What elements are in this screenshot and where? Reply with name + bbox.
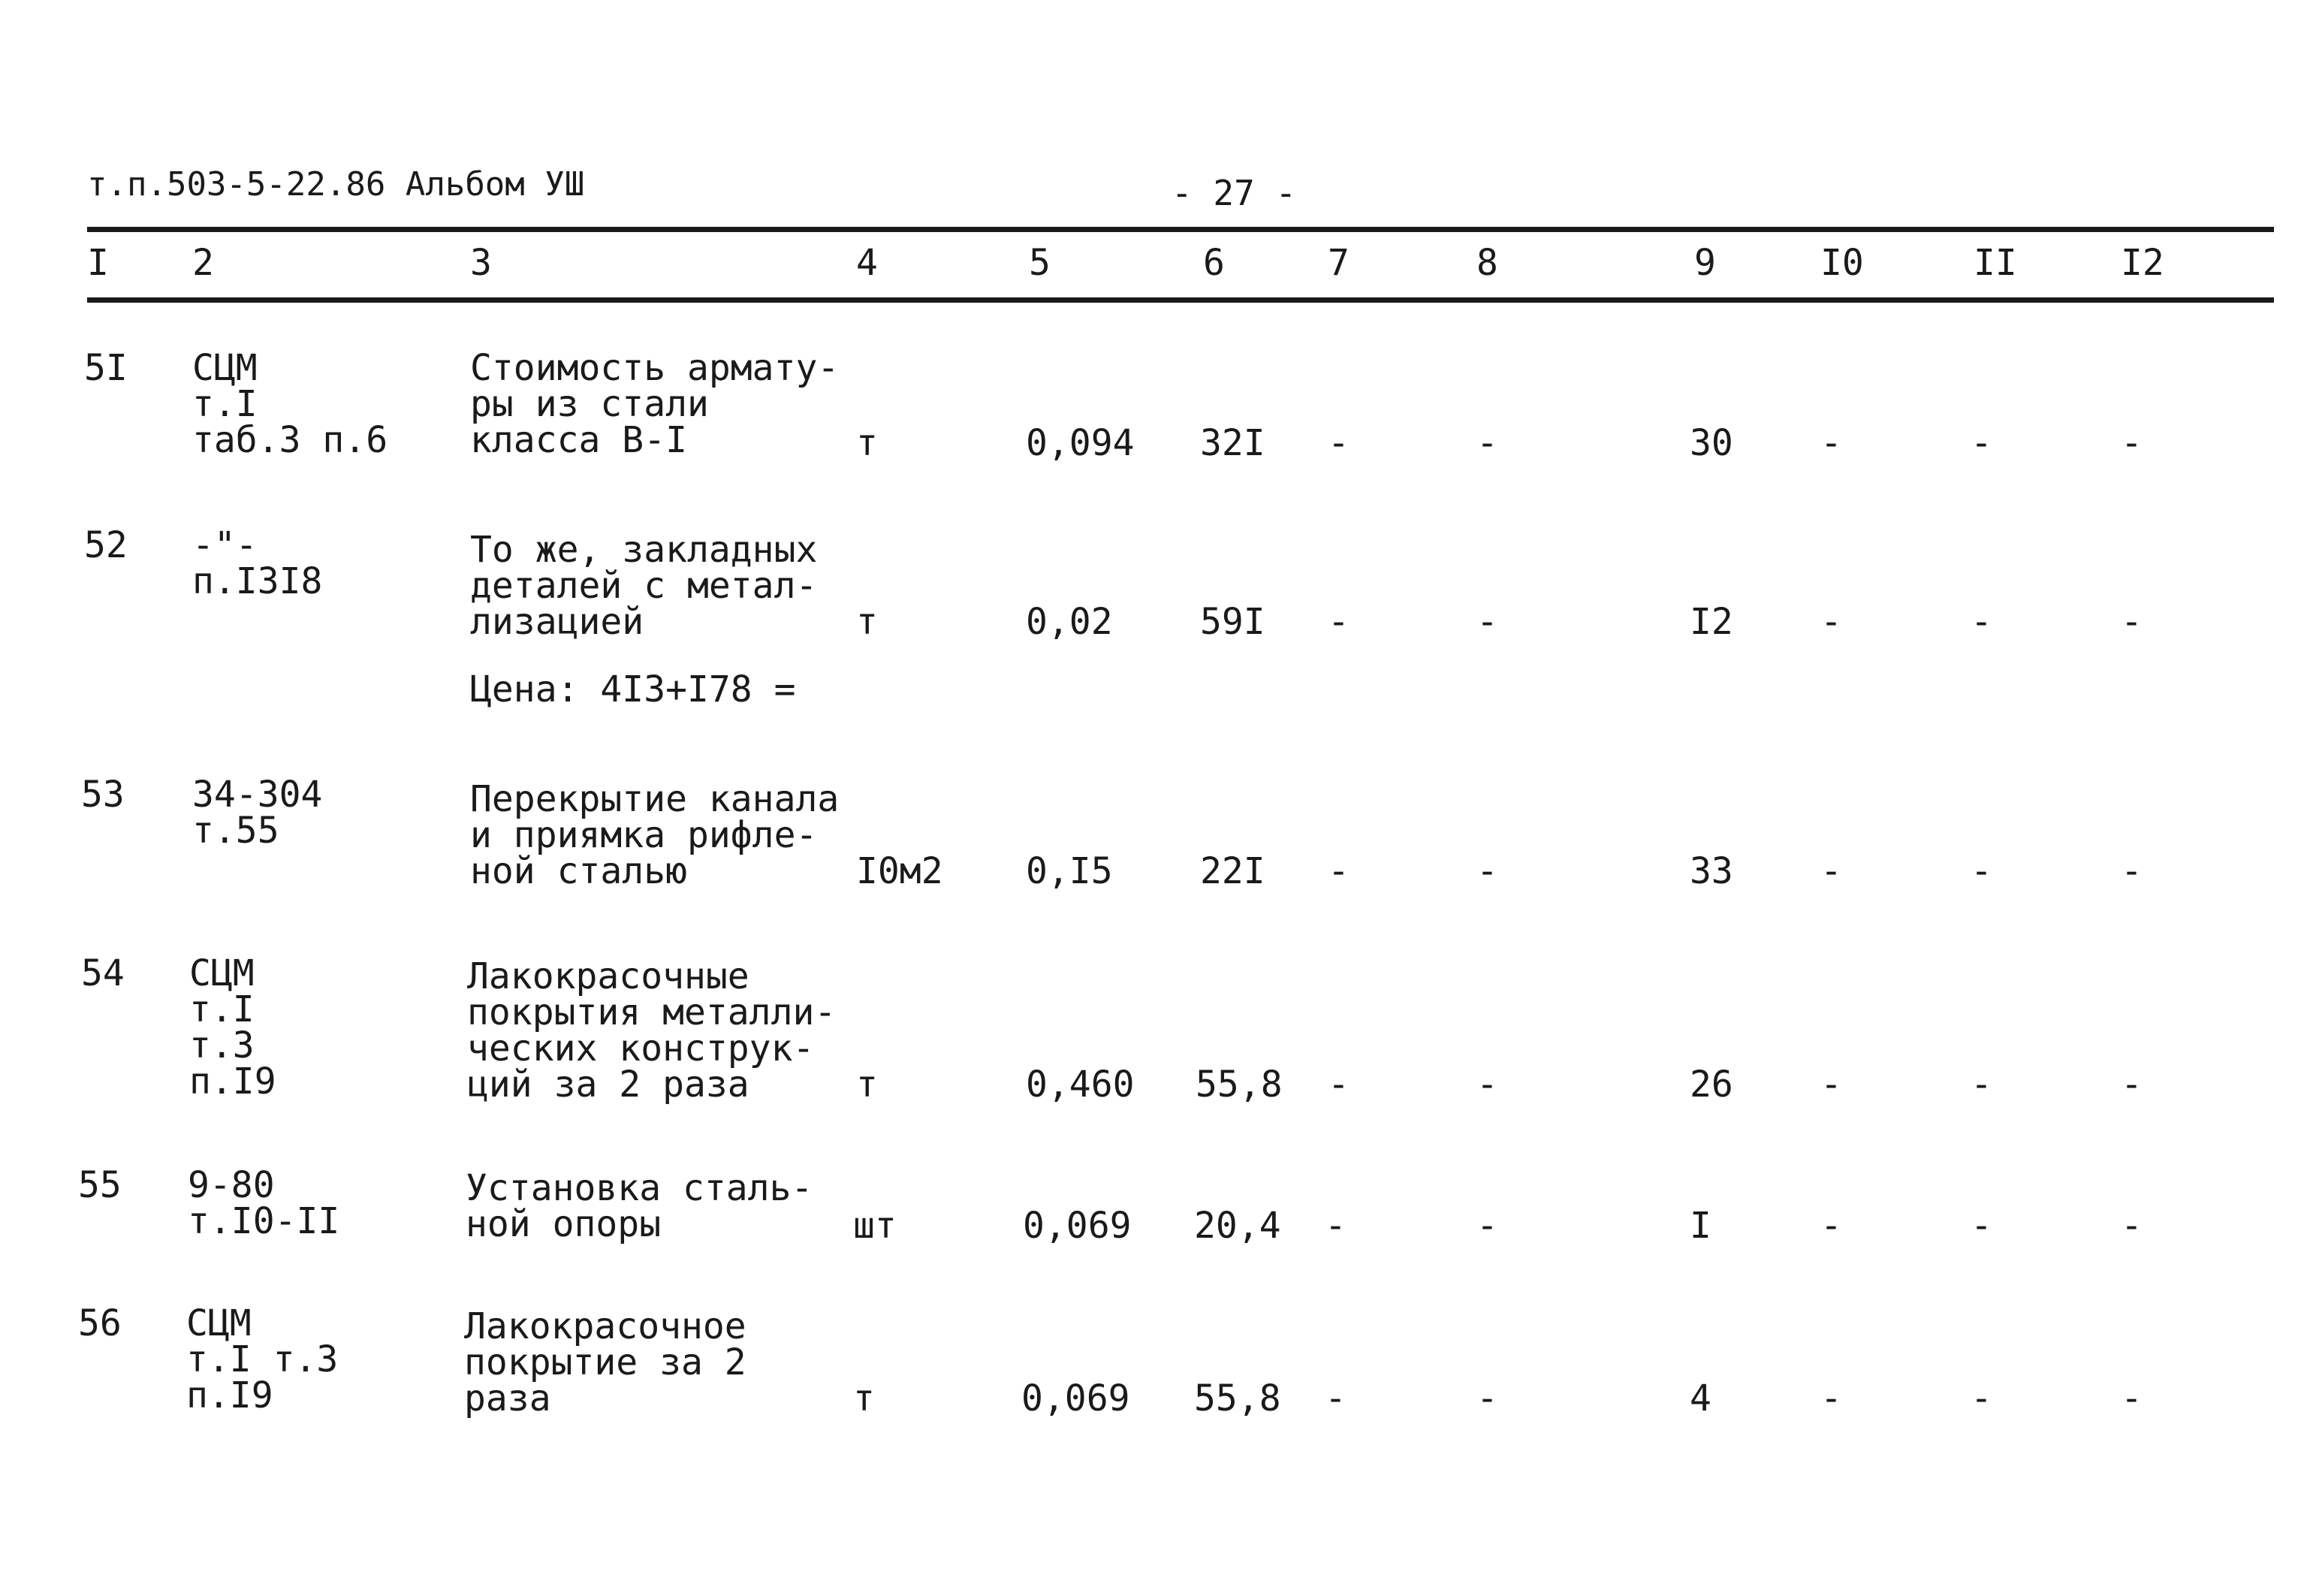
row-price: 20,4 <box>1194 1205 1281 1247</box>
row-number: 55 <box>78 1164 122 1206</box>
row-unit: т <box>856 601 878 643</box>
row-col11: - <box>1971 601 1992 643</box>
row-col12: - <box>2121 1205 2143 1247</box>
row-col7: - <box>1328 850 1350 892</box>
col-num-1: I <box>87 242 109 284</box>
row-col7: - <box>1328 422 1350 464</box>
row-col12: - <box>2121 601 2143 643</box>
row-unit: I0м2 <box>856 850 943 892</box>
row-description: То же, закладных деталей с метал- лизацией <box>470 529 818 643</box>
row-col10: - <box>1820 422 1842 464</box>
row-col9: 4 <box>1690 1377 1711 1420</box>
col-num-7: 7 <box>1328 242 1350 284</box>
row-col9: I2 <box>1690 601 1733 643</box>
row-quantity: 0,094 <box>1026 422 1135 464</box>
row-col12: - <box>2121 422 2143 464</box>
row-col7: - <box>1328 1063 1350 1106</box>
col-num-11: II <box>1974 242 2017 284</box>
row-col7: - <box>1325 1205 1347 1247</box>
row-col9: 26 <box>1690 1063 1733 1106</box>
row-col11: - <box>1971 1205 1992 1247</box>
row-price: 55,8 <box>1196 1063 1283 1106</box>
header-top-rule <box>87 227 2274 232</box>
row-reference: -"- п.I3I8 <box>192 524 323 602</box>
row-col8: - <box>1476 601 1498 643</box>
row-price: 32I <box>1200 422 1265 464</box>
row-description: Перекрытие канала и приямка рифле- ной сталью <box>470 778 840 892</box>
col-num-6: 6 <box>1203 242 1225 284</box>
row-col9: 33 <box>1690 850 1733 892</box>
row-number: 53 <box>81 774 125 816</box>
row-reference: СЦМ т.I т.3 п.I9 <box>186 1302 339 1416</box>
row-col8: - <box>1476 1063 1498 1106</box>
row-price-note: Цена: 4I3+I78 = <box>470 668 796 711</box>
row-col12: - <box>2121 1377 2143 1420</box>
row-unit: шт <box>853 1205 897 1247</box>
row-reference: СЦМ т.I таб.3 п.6 <box>192 347 388 461</box>
row-description: Установка сталь- ной опоры <box>466 1167 813 1245</box>
row-number: 5I <box>84 347 128 389</box>
row-col7: - <box>1325 1377 1347 1420</box>
row-quantity: 0,I5 <box>1026 850 1113 892</box>
row-quantity: 0,069 <box>1021 1377 1130 1420</box>
row-reference: 34-304 т.55 <box>192 774 323 852</box>
row-description: Лакокрасочное покрытие за 2 раза <box>464 1305 746 1420</box>
row-number: 56 <box>78 1302 122 1344</box>
row-description: Лакокрасочные покрытия металли- ческих конструк- ций за 2 раза <box>467 955 837 1106</box>
col-num-12: I2 <box>2121 242 2164 284</box>
row-reference: СЦМ т.I т.3 п.I9 <box>189 952 276 1103</box>
row-reference: 9-80 т.I0-II <box>188 1164 340 1242</box>
col-num-8: 8 <box>1476 242 1498 284</box>
row-description: Стоимость армату- ры из стали класса В-I <box>470 347 840 461</box>
col-num-5: 5 <box>1029 242 1051 284</box>
row-price: 55,8 <box>1194 1377 1281 1420</box>
row-quantity: 0,069 <box>1023 1205 1132 1247</box>
row-col8: - <box>1476 1205 1498 1247</box>
row-col8: - <box>1476 850 1498 892</box>
col-num-2: 2 <box>192 242 214 284</box>
row-number: 52 <box>84 524 128 566</box>
header-bottom-rule <box>87 297 2274 303</box>
row-col10: - <box>1820 1205 1842 1247</box>
row-unit: т <box>856 422 878 464</box>
row-col11: - <box>1971 1063 1992 1106</box>
row-number: 54 <box>81 952 125 994</box>
row-col12: - <box>2121 1063 2143 1106</box>
row-col11: - <box>1971 850 1992 892</box>
document-reference: т.п.503-5-22.86 Альбом УШ <box>87 165 585 204</box>
row-unit: т <box>856 1063 878 1106</box>
row-col10: - <box>1820 601 1842 643</box>
row-col9: 30 <box>1690 422 1733 464</box>
row-unit: т <box>853 1377 875 1420</box>
col-num-3: 3 <box>470 242 492 284</box>
row-col8: - <box>1476 1377 1498 1420</box>
row-col10: - <box>1820 1377 1842 1420</box>
row-quantity: 0,460 <box>1026 1063 1135 1106</box>
col-num-4: 4 <box>856 242 878 284</box>
col-num-10: I0 <box>1820 242 1864 284</box>
page-number: - 27 - <box>1172 173 1297 213</box>
row-col12: - <box>2121 850 2143 892</box>
row-col7: - <box>1328 601 1350 643</box>
row-col9: I <box>1690 1205 1711 1247</box>
row-col10: - <box>1820 850 1842 892</box>
row-col11: - <box>1971 422 1992 464</box>
row-price: 59I <box>1200 601 1265 643</box>
row-col11: - <box>1971 1377 1992 1420</box>
row-quantity: 0,02 <box>1026 601 1113 643</box>
row-col10: - <box>1820 1063 1842 1106</box>
col-num-9: 9 <box>1694 242 1716 284</box>
row-price: 22I <box>1200 850 1265 892</box>
row-col8: - <box>1476 422 1498 464</box>
